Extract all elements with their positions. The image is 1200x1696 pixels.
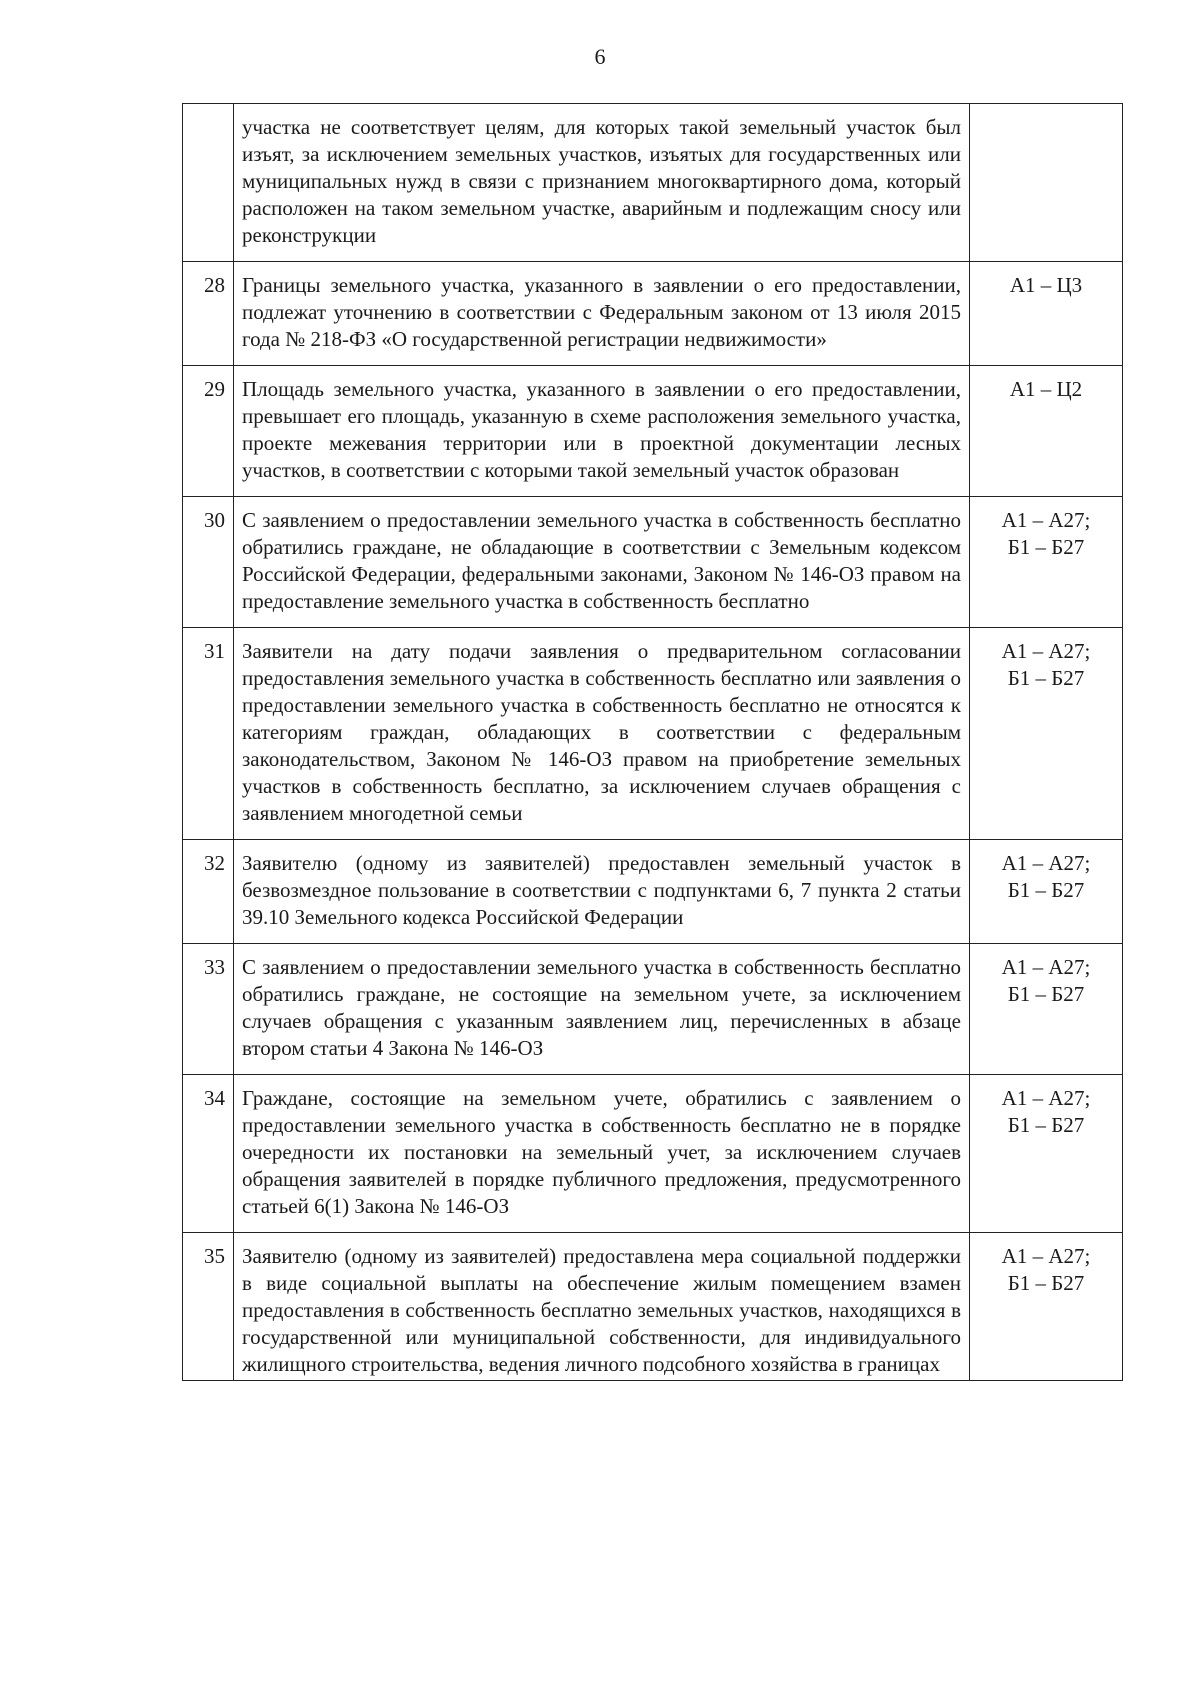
code-line: Б1 – Б27 bbox=[1007, 878, 1085, 902]
row-number: 35 bbox=[183, 1233, 234, 1381]
code-line: А1 – А27; bbox=[1001, 1086, 1091, 1110]
grounds-table bbox=[182, 103, 1123, 1381]
row-codes bbox=[970, 366, 1123, 497]
row-text: Заявителю (одному из заявителей) предоставлен земельный участок в безвозмездное пользование в соответствии с подпунктами 6, 7 пункта 2 статьи 39.10 Земельного кодекса Российской Федерации bbox=[234, 840, 970, 944]
row-text: С заявлением о предоставлении земельного участка в собственность бесплатно обратились граждане, не состоящие на земельном учете, за исключением случаев обращения с указанным заявлением лиц, перечисленных в абзаце втором статьи 4 Закона № 146-ОЗ bbox=[234, 944, 970, 1075]
table-row bbox=[183, 628, 1123, 840]
table-body bbox=[183, 104, 1123, 1381]
row-codes bbox=[970, 1075, 1123, 1233]
row-number: 33 bbox=[183, 944, 234, 1075]
code-line: Б1 – Б27 bbox=[1007, 666, 1085, 690]
table-row bbox=[183, 497, 1123, 628]
row-number: 28 bbox=[183, 262, 234, 366]
table-row bbox=[183, 944, 1123, 1075]
row-text: участка не соответствует целям, для которых такой земельный участок был изъят, за исключением земельных участков, изъятых для государственных или муниципальных нужд в связи с признанием многоквартирного дома, который расположен на таком земельном участке, аварийным и подлежащим сносу или реконструкции bbox=[234, 104, 970, 262]
row-codes bbox=[970, 497, 1123, 628]
code-line: А1 – А27; bbox=[1001, 508, 1091, 532]
table-row bbox=[183, 366, 1123, 497]
table-row bbox=[183, 1075, 1123, 1233]
code-line: Б1 – Б27 bbox=[1007, 982, 1085, 1006]
row-number bbox=[183, 104, 234, 262]
code-line: А1 – А27; bbox=[1001, 1244, 1091, 1268]
row-text: Площадь земельного участка, указанного в заявлении о его предоставлении, превышает его площадь, указанную в схеме расположения земельного участка, проекте межевания территории или в проектной документации лесных участков, в соответствии с которыми такой земельный участок образован bbox=[234, 366, 970, 497]
row-codes bbox=[970, 104, 1123, 262]
row-text: Заявители на дату подачи заявления о предварительном согласовании предоставления земельного участка в собственность бесплатно или заявления о предоставлении земельного участка в собственность бесплатно не относятся к категориям граждан, обладающих в соответствии с федеральным законодательством, Законом № 146-ОЗ правом на приобретение земельных участков в собственность бесплатно, за исключением случаев обращения с заявлением многодетной семьи bbox=[234, 628, 970, 840]
row-number: 31 bbox=[183, 628, 234, 840]
row-number: 32 bbox=[183, 840, 234, 944]
table-row bbox=[183, 104, 1123, 262]
row-codes bbox=[970, 840, 1123, 944]
table-row bbox=[183, 262, 1123, 366]
code-line: Б1 – Б27 bbox=[1007, 535, 1085, 559]
code-line: А1 – Ц3 bbox=[1009, 273, 1083, 297]
table-row bbox=[183, 840, 1123, 944]
row-number: 34 bbox=[183, 1075, 234, 1233]
row-text: Граждане, состоящие на земельном учете, обратились с заявлением о предоставлении земельного участка в собственность бесплатно не в порядке очередности их постановки на земельный учет, за исключением случаев обращения заявителей в порядке публичного предложения, предусмотренного статьей 6(1) Закона № 146-ОЗ bbox=[234, 1075, 970, 1233]
row-text: Границы земельного участка, указанного в заявлении о его предоставлении, подлежат уточнению в соответствии с Федеральным законом от 13 июля 2015 года № 218-ФЗ «О государственной регистрации недвижимости» bbox=[234, 262, 970, 366]
row-text: Заявителю (одному из заявителей) предоставлена мера социальной поддержки в виде социальной выплаты на обеспечение жилым помещением взамен предоставления в собственность бесплатно земельных участков, находящихся в государственной или муниципальной собственности, для индивидуального жилищного строительства, ведения личного подсобного хозяйства в границах bbox=[234, 1233, 970, 1381]
page-number: 6 bbox=[594, 44, 606, 69]
row-codes bbox=[970, 628, 1123, 840]
code-line: А1 – Ц2 bbox=[1009, 377, 1083, 401]
code-line: А1 – А27; bbox=[1001, 639, 1091, 663]
row-codes bbox=[970, 944, 1123, 1075]
row-number: 30 bbox=[183, 497, 234, 628]
code-line: А1 – А27; bbox=[1001, 955, 1091, 979]
row-number: 29 bbox=[183, 366, 234, 497]
code-line: Б1 – Б27 bbox=[1007, 1271, 1085, 1295]
row-codes bbox=[970, 1233, 1123, 1381]
code-line: А1 – А27; bbox=[1001, 851, 1091, 875]
row-text: С заявлением о предоставлении земельного участка в собственность бесплатно обратились граждане, не обладающие в соответствии с Земельным кодексом Российской Федерации, федеральными законами, Законом № 146-ОЗ правом на предоставление земельного участка в собственность бесплатно bbox=[234, 497, 970, 628]
code-line: Б1 – Б27 bbox=[1007, 1113, 1085, 1137]
row-codes bbox=[970, 262, 1123, 366]
table-row bbox=[183, 1233, 1123, 1381]
